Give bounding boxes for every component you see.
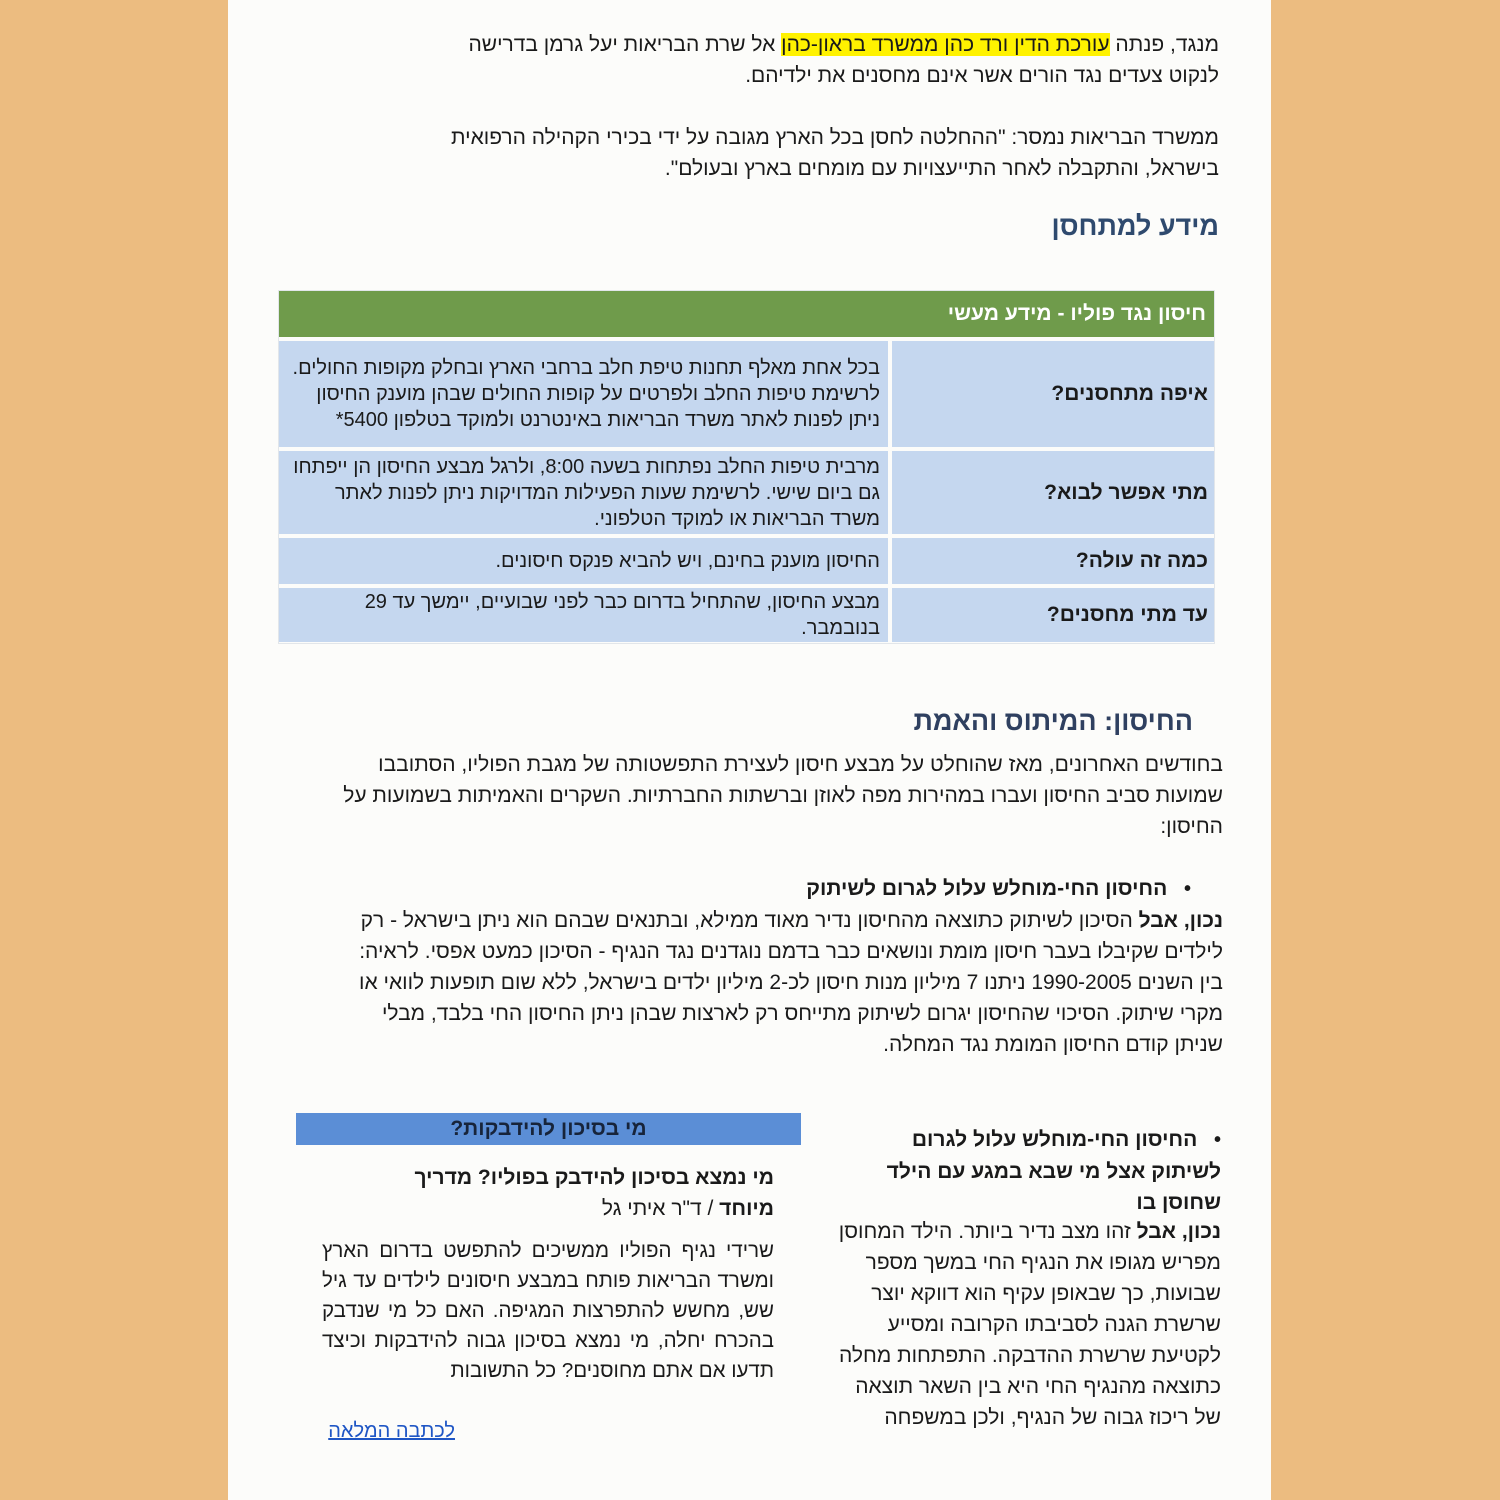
table-answer [279, 588, 888, 642]
table-answer-text: בכל אחת מאלף תחנות טיפת חלב ברחבי הארץ ובחלק מקופות החולים. לרשימת טיפות החלב ולפרטים על קופות החולים שבהן מוענק החיסון ניתן לפנות לאתר משרד הבריאות באינטרנט ולמוקד בטלפון 5400* [292, 357, 880, 431]
info-table-title: חיסון נגד פוליו - מידע מעשי [279, 291, 1214, 337]
table-row [279, 588, 1214, 642]
sidebar-text: שרידי נגיף הפוליו ממשיכים להתפשט בדרום הארץ ומשרד הבריאות פותח במבצע חיסונים לילדים עד גיל שש, מחשש להתפרצות המגיפה. האם כל מי שנדבק בהכרח יחלה, מי נמצא בסיכון גבוה להידבקות וכיצד תדעו אם אתם מחוסנים? כל התשובות [322, 1239, 774, 1382]
table-answer-text: מרבית טיפות החלב נפתחות בשעה 8:00, ולרגל מבצע החיסון הן ייפתחו גם ביום שישי. לרשימת שעות הפעילות המדויקות ניתן לפנות לאתר משרד הבריאות או למוקד הטלפוני. [293, 455, 880, 530]
table-answer-text: החיסון מוענק בחינם, ויש להביא פנקס חיסונים. [495, 550, 880, 572]
sidebar-title [334, 1162, 774, 1224]
info-table [278, 290, 1215, 644]
table-row [279, 341, 1214, 447]
bullet2-lead: נכון, אבל [1136, 1220, 1221, 1243]
table-answer-text: מבצע החיסון, שהתחיל בדרום כבר לפני שבועיים, יימשך עד 29 בנובמבר. [364, 591, 880, 639]
bullet1-lead: נכון, אבל [1138, 909, 1223, 932]
info-section-title: מידע למתחסן [1051, 211, 1219, 241]
bullet1-heading [806, 873, 1191, 905]
table-question: מתי אפשר לבוא? [892, 451, 1214, 534]
table-question: עד מתי מחסנים? [892, 588, 1214, 642]
intro-line1-before: מנגד, פנתה [1109, 33, 1219, 56]
bullet1-heading-text: החיסון החי-מוחלש עלול לגרום לשיתוק [806, 877, 1168, 900]
table-row [279, 538, 1214, 584]
ministry-quote [279, 122, 1219, 184]
quote-line1: ממשרד הבריאות נמסר: "ההחלטה לחסן בכל הארץ מגובה על ידי בכירי הקהילה הרפואית [451, 126, 1219, 149]
bullet1-text [333, 905, 1223, 1060]
table-question: איפה מתחסנים? [892, 341, 1214, 447]
intro-highlight: עורכת הדין ורד כהן ממשרד בראון-כהן [781, 33, 1110, 56]
bullet-icon: • [1167, 878, 1191, 900]
bullet-icon: • [1197, 1129, 1221, 1151]
sidebar-author: / ד"ר איתי גל [601, 1197, 720, 1220]
bullet2-heading [861, 1124, 1221, 1218]
myth-section-title: החיסון: המיתוס והאמת [913, 706, 1193, 736]
intro-paragraph [279, 29, 1219, 91]
table-question: כמה זה עולה? [892, 538, 1214, 584]
quote-line2: בישראל, והתקבלה לאחר התייעצויות עם מומחים בארץ ובעולם". [664, 157, 1219, 180]
table-answer [279, 538, 888, 584]
table-row [279, 451, 1214, 534]
sidebar-header: מי בסיכון להידבקות? [296, 1113, 801, 1145]
sidebar-title-bold: מיוחד [719, 1197, 774, 1220]
table-answer [279, 341, 888, 447]
bullet2-body: זהו מצב נדיר ביותר. הילד המחוסן מפריש מגופו את הנגיף החי במשך מספר שבועות, כך שבאופן עקיף הוא דווקא יוצר שרשרת הגנה לסביבתו הקרובה ומסייע לקטיעת שרשרת ההדבקה. התפתחות מחלה כתוצאה מהנגיף החי היא בין השאר תוצאה של ריכוז גבוה של הנגיף, ולכן במשפחה [838, 1220, 1221, 1429]
myth-intro: בחודשים האחרונים, מאז שהוחלט על מבצע חיסון לעצירת התפשטותה של מגבת הפוליו, הסתובבו שמועות סביב החיסון ועברו במהירות מפה לאוזן וברשתות החברתיות. השקרים והאמיתות בשמועות על החיסון: [343, 753, 1223, 838]
document-page [228, 0, 1271, 1500]
intro-line1-after: אל שרת הבריאות יעל גרמן בדרישה [468, 33, 782, 56]
full-article-link[interactable]: לכתבה המלאה [328, 1420, 455, 1442]
intro-line2: לנקוט צעדים נגד הורים אשר אינם מחסנים את ילדיהם. [745, 64, 1219, 87]
bullet2-text [826, 1216, 1221, 1433]
bullet1-body: הסיכון לשיתוק כתוצאה מהחיסון נדיר מאוד ממילא, ובתנאים שבהם הוא ניתן בישראל - רק לילדים שקיבלו בעבר חיסון מומת ונושאים כבר בדמם נוגדנים נגד הנגיף - הסיכון כמעט אפסי. לראיה: בין השנים 1990-2005 ניתנו 7 מיליון מנות חיסון לכ-2 מיליון ילדים בישראל, ללא שום תופעות לוואי או מקרי שיתוק. הסיכוי שהחיסון יגרום לשיתוק מתייחס רק לארצות שבהן ניתן החיסון החי בלבד, מבלי שניתן קודם החיסון המומת נגד המחלה. [359, 909, 1223, 1056]
sidebar-title-line1: מי נמצא בסיכון להידבק בפוליו? מדריך [414, 1166, 774, 1189]
bullet2-heading-text: החיסון החי-מוחלש עלול לגרום לשיתוק אצל מי שבא במגע עם הילד שחוסן בו [886, 1128, 1221, 1214]
table-answer [279, 451, 888, 534]
